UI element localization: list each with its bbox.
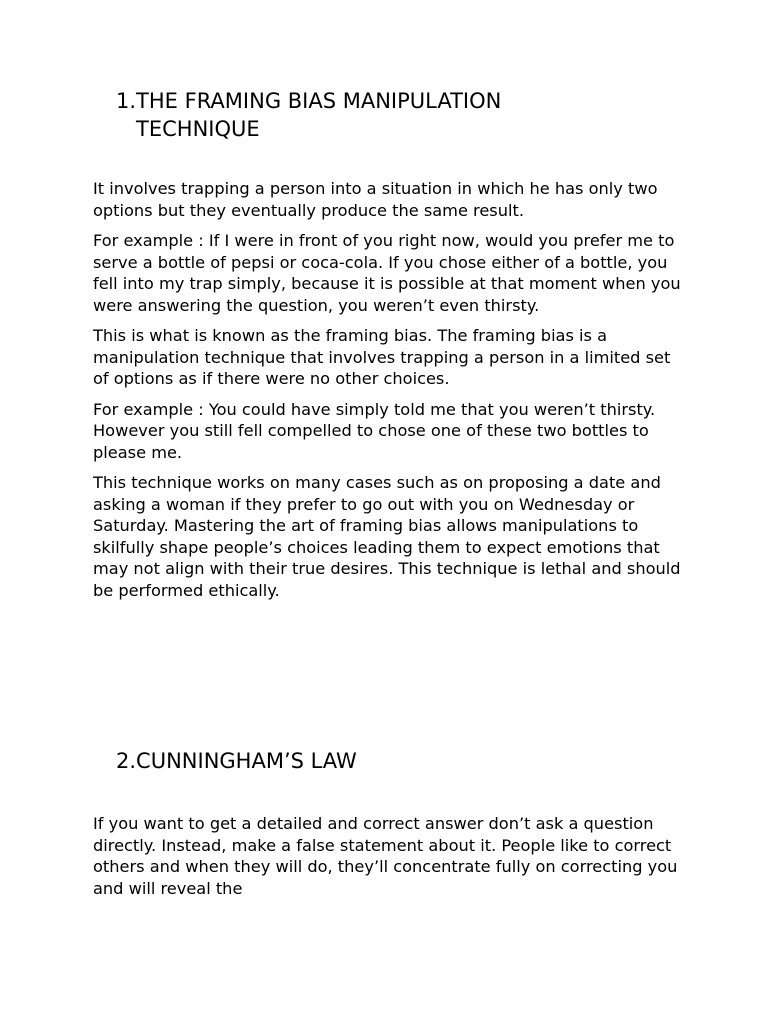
paragraph: If you want to get a detailed and correct answer don’t ask a question directly. Instead, make a false statement about it. People like to correct others and when they will do, they’ll concentrate fully on correcting you and will reveal the: [93, 814, 678, 898]
section-1-number: 1.: [116, 89, 137, 113]
paragraph: This technique works on many cases such as on proposing a date and asking a woman if they prefer to go out with you on Wednesday or Saturday. Mastering the art of framing bias allows manipulations to skilfully shape people’s choices leading them to expect emotions that may not align with their true desires. This technique is lethal and should be performed ethically.: [93, 473, 681, 600]
section-1-heading: [116, 87, 566, 143]
paragraph: For example : You could have simply told me that you weren’t thirsty. However you still fell compelled to chose one of these two bottles to please me.: [93, 399, 656, 462]
paragraph: For example : If I were in front of you right now, would you prefer me to serve a bottle of pepsi or coca-cola. If you chose either of a bottle, you fell into my trap simply, because it is possible at that moment when you were answering the question, you weren’t even thirsty.: [93, 231, 681, 315]
section-1-title: THE FRAMING BIAS MANIPULATION TECHNIQUE: [136, 89, 502, 141]
paragraph: This is what is known as the framing bias. The framing bias is a manipulation technique that involves trapping a person in a limited set of options as if there were no other choices.: [93, 326, 671, 388]
section-2-body: [93, 813, 683, 908]
section-2-heading: [116, 747, 566, 775]
section-1-body: [93, 178, 683, 610]
section-2-title: CUNNINGHAM’S LAW: [136, 749, 357, 773]
paragraph: It involves trapping a person into a situation in which he has only two options but they eventually produce the same result.: [93, 179, 658, 220]
section-2-number: 2.: [116, 749, 137, 773]
